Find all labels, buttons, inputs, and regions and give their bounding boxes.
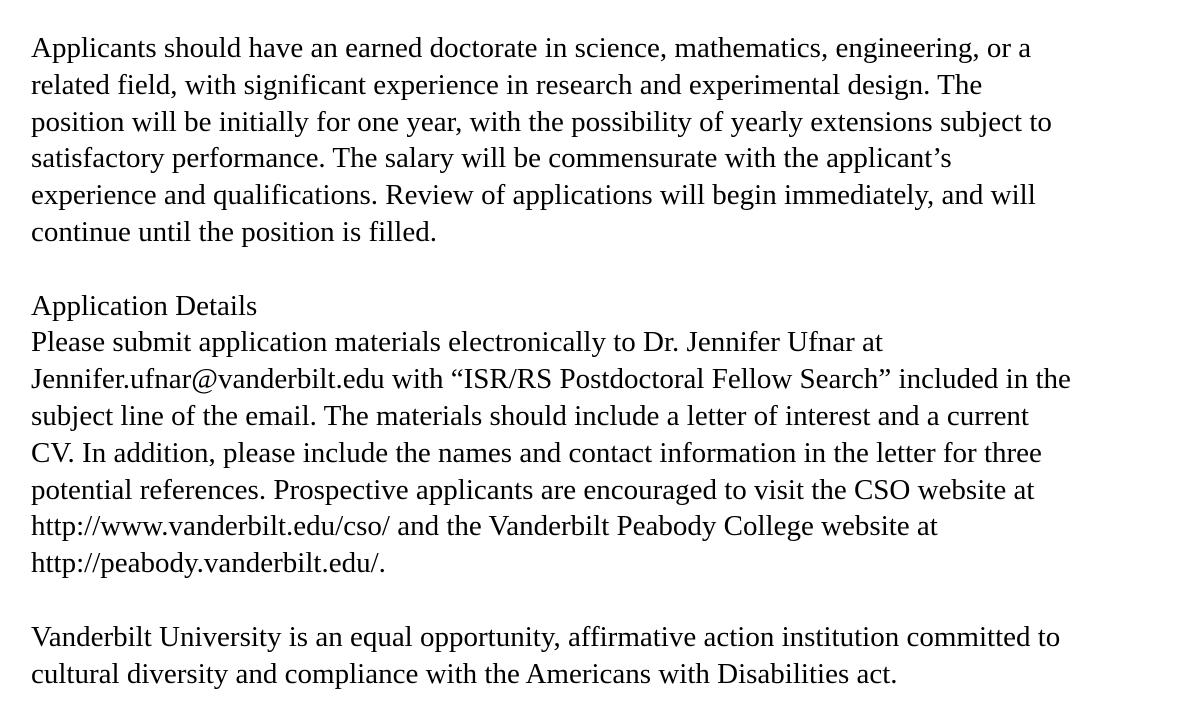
paragraph-gap xyxy=(31,251,1181,288)
section-application-details xyxy=(31,288,1181,582)
text-line: related field, with significant experience in research and experimental design. The xyxy=(31,68,983,101)
paragraph-gap xyxy=(31,582,1181,619)
text-line: Please submit application materials electronically to Dr. Jennifer Ufnar at xyxy=(31,326,883,359)
text-line: Applicants should have an earned doctorate in science, mathematics, engineering, or a xyxy=(31,32,1032,64)
paragraph-equal-opportunity xyxy=(31,619,1181,693)
text-line: subject line of the email. The materials should include a letter of interest and a current xyxy=(31,399,1029,432)
paragraph-requirements xyxy=(31,30,1181,251)
text-line: Vanderbilt University is an equal opportunity, affirmative action institution committed to xyxy=(31,620,1061,653)
text-line: position will be initially for one year, with the possibility of yearly extensions subject to xyxy=(31,105,1052,138)
text-line: satisfactory performance. The salary will be commensurate with the applicant’s xyxy=(31,142,952,175)
text-line: experience and qualifications. Review of applications will begin immediately, and will xyxy=(31,179,1036,212)
text-line: http://peabody.vanderbilt.edu/. xyxy=(31,547,386,580)
document-page xyxy=(31,30,1181,692)
text-line: continue until the position is filled. xyxy=(31,215,437,248)
text-line: Jennifer.ufnar@vanderbilt.edu with “ISR/RS Postdoctoral Fellow Search” included in the xyxy=(31,363,1071,396)
text-line: http://www.vanderbilt.edu/cso/ and the Vanderbilt Peabody College website at xyxy=(31,510,938,543)
text-line: potential references. Prospective applicants are encouraged to visit the CSO website at xyxy=(31,473,1035,506)
section-heading: Application Details xyxy=(31,289,258,322)
text-line: cultural diversity and compliance with the Americans with Disabilities act. xyxy=(31,657,898,690)
text-line: CV. In addition, please include the names and contact information in the letter for three xyxy=(31,436,1042,469)
